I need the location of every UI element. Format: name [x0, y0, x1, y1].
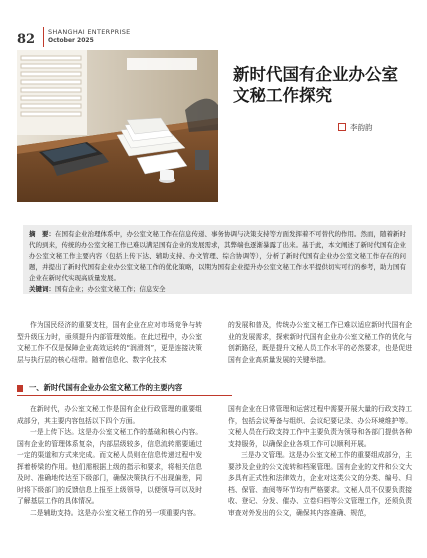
abstract-label: 摘 要：	[29, 230, 55, 238]
keywords-line	[29, 284, 406, 295]
abstract-text: 在国有企业治理体系中，办公室文秘工作在信息传递、事务协调与决策支持等方面发挥着不可替代的作用。然而，随着新时代的到来，传统的办公室文秘工作已难以满足国有企业的发展需求，其弊端也逐渐暴露了出来。基于此，本文阐述了新时代国有企业办公室文秘工作主要内容（包括上传下达、辅助支持、办文管理、综合协调等），分析了新时代国有企业办公室文秘工作存在的问题，并提出了新时代国有企业办公室文秘工作的优化策略，以期为国有企业提升办公室文秘工作水平提供切实可行的参考，助力国有企业在新时代实现高质量发展。	[29, 230, 406, 282]
body-right-paragraph-2: 三是办文管理。这是办公室文秘工作的重要组成部分，主要涉及企业的公文流转和档案管理。国有企业的文件和公文大多具有正式性和法律效力，企业对这类公文的分类、编号、归档、保管、查阅等环节均有严格要求。文秘人员不仅要负责接收、登记、分发、催办、立卷归档等公文管理工作，还须负责审查对外发出的公文，确保其内容准确、规范，	[228, 451, 412, 517]
body-left-paragraph-2: 一是上传下达。这是办公室文秘工作的基础和核心内容。国有企业的管理体系复杂，内部层级较多，信息流转需要通过一定的渠道和方式来完成。而文秘人员则在信息传递过程中发挥着桥梁的作用。他们需根据上级的指示和要求，将相关信息及时、准确地传达至下级部门，确保决策执行不出现偏差，同时将下级部门的反馈信息上报至上级领导，以便领导可以及时了解基层工作的具体情况。	[17, 428, 202, 505]
body-right-paragraph-1: 国有企业在日常管理和运营过程中需要开展大量的行政支持工作，包括会议筹备与组织、会议纪要记录、办公环境维护等。文秘人员在行政支持工作中主要负责为领导和各部门提供各种支持服务，以确保企业各项工作可以顺利开展。	[228, 405, 412, 448]
keywords-label: 关键词：	[29, 285, 55, 293]
intro-right-paragraph: 的发展和普及，传统办公室文秘工作已难以适应新时代国有企业的发展需求，探索新时代国有企业办公室文秘工作的优化与创新路径，既是提升文秘人员工作水平的必然要求，也是促进国有企业高质量发展的关键举措。	[228, 321, 412, 364]
body-right-column	[228, 404, 412, 519]
article-title-line-1: 新时代国有企业办公室	[233, 65, 398, 84]
author-name: 李韵韵	[350, 123, 373, 132]
section-marker	[17, 385, 23, 392]
office-photo-illustration	[17, 50, 218, 202]
issue-date: October 2025	[48, 37, 94, 44]
section-heading	[17, 383, 232, 394]
section-rule	[17, 395, 232, 396]
section-title: 一、新时代国有企业办公室文秘工作的主要内容	[29, 383, 183, 392]
body-left-column	[17, 404, 202, 519]
header-divider	[43, 27, 44, 47]
square-bullet-icon	[338, 123, 346, 131]
intro-left-column	[17, 320, 202, 366]
author-line	[338, 122, 373, 133]
body-left-paragraph-1: 在新时代，办公室文秘工作是国有企业行政管理的重要组成部分，其主要内容包括以下四个方面。	[17, 405, 202, 425]
page-number: 82	[17, 32, 36, 47]
intro-left-paragraph: 作为国民经济的重要支柱，国有企业在应对市场竞争与转型升级压力时，亟须提升内部管理效能。在此过程中，办公室文秘工作不仅是保障企业高效运转的“润滑剂”，更是连接决策层与执行层的核心纽带。随着信息化、数字化技术	[17, 321, 202, 364]
office-desk-photo	[17, 50, 218, 202]
intro-right-column	[228, 320, 412, 366]
abstract-paragraph	[29, 229, 406, 284]
magazine-name: SHANGHAI ENTERPRISE	[48, 28, 131, 36]
page-header	[17, 26, 412, 50]
article-title-line-2: 文秘工作探究	[233, 86, 332, 105]
keywords-text: 国有企业；办公室文秘工作；信息安全	[55, 285, 166, 293]
body-left-paragraph-3: 二是辅助支持。这是办公室文秘工作的另一项重要内容。	[30, 508, 200, 517]
article-title-block	[233, 64, 413, 106]
abstract-box	[23, 225, 412, 294]
